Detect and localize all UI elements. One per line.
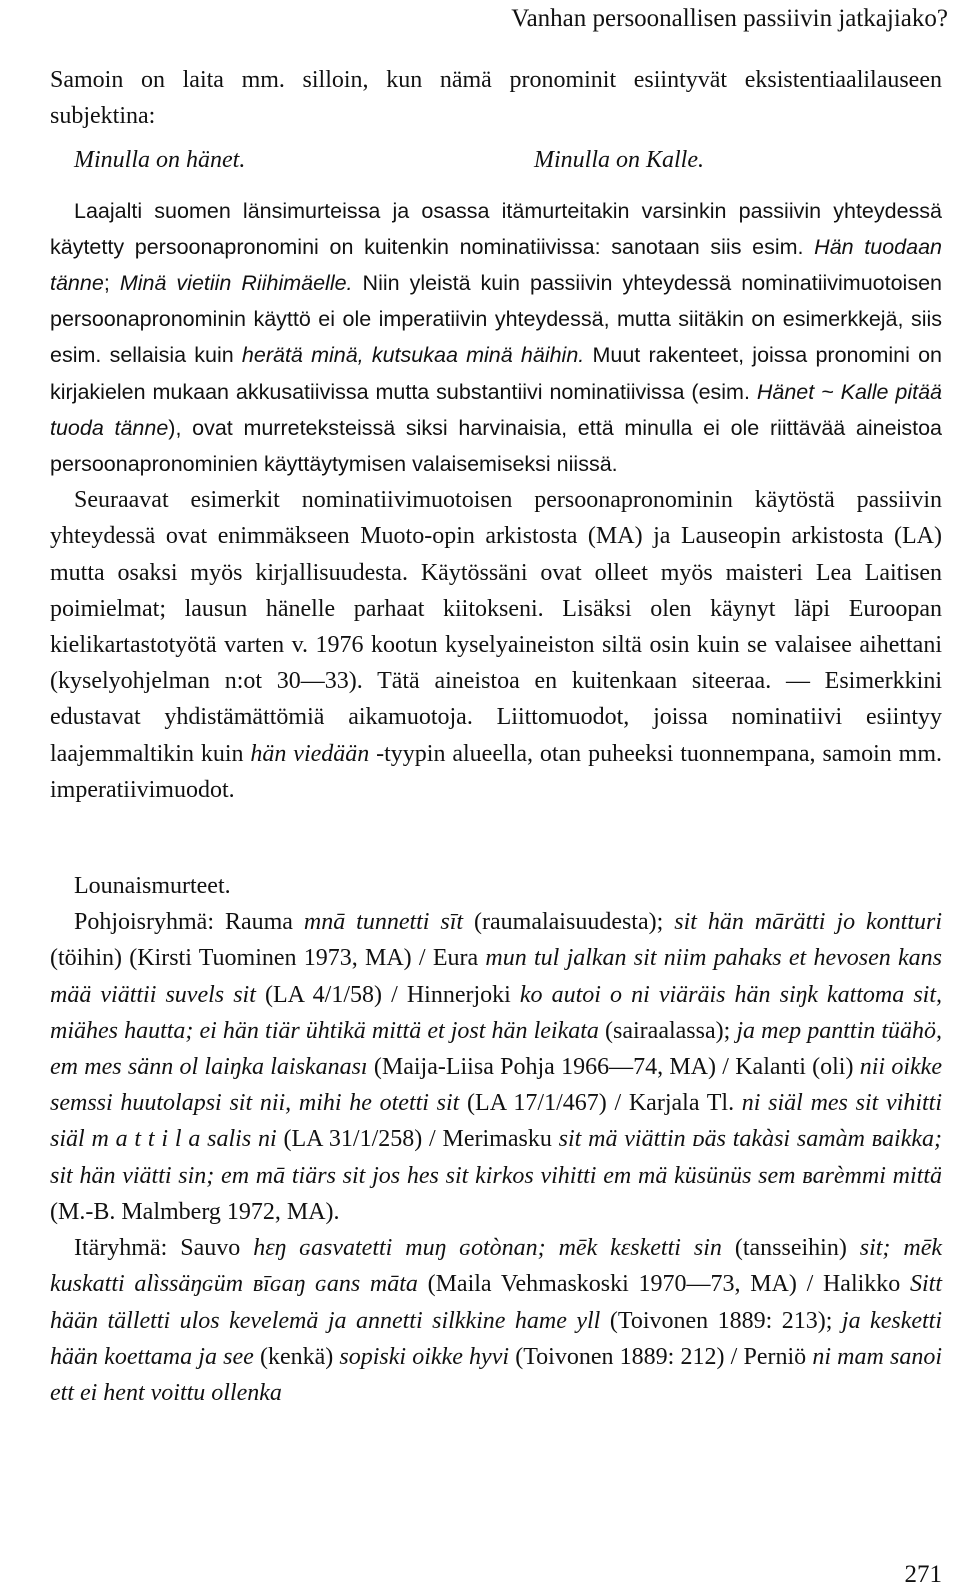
text-run: (kenkä) bbox=[253, 1343, 340, 1370]
text-run: Laajalti suomen länsimurteissa ja osassa itämurteitakin varsinkin passiivin yhteydessä käytetty persoonapronomini on kuitenkin nominatiivissa: sanotaan siis esim. bbox=[50, 198, 942, 259]
body-text bbox=[50, 62, 942, 1411]
text-run: (Toivonen 1889: 213); bbox=[600, 1307, 842, 1334]
text-run: (LA 31/1/258) / Merimasku bbox=[276, 1126, 559, 1153]
example-run: Minä vietiin Riihimäelle. bbox=[119, 271, 353, 296]
text-run: (Maija-Liisa Pohja 1966—74, MA) / Kalanti (oli) bbox=[367, 1054, 860, 1081]
example-run: sit hän mārätti jo kontturi bbox=[674, 909, 943, 936]
text-run: ; bbox=[103, 271, 120, 296]
text-run: (raumalaisuudesta); bbox=[463, 909, 675, 936]
text-run: (sairaalassa); bbox=[598, 1017, 737, 1044]
example-run: ni siäl mes sit vihitti siäl m a t t i l a salis ni bbox=[50, 1090, 942, 1153]
text-run: (töihin) (Kirsti Tuominen 1973, MA) / Eura bbox=[50, 945, 486, 972]
text-run: Pohjoisryhmä: Rauma bbox=[74, 909, 304, 936]
text-run: (LA 17/1/467) / Karjala Tl. bbox=[459, 1090, 742, 1117]
paragraph-nominative-usage bbox=[50, 193, 942, 483]
example-run: hän viedään bbox=[250, 740, 370, 767]
example-run: mnā tunnetti sīt bbox=[303, 909, 464, 936]
example-run: hεŋ ɢasvatetti muŋ ɢotònan; mēk kεsketti sin bbox=[253, 1235, 722, 1262]
text-run: (Maila Vehmaskoski 1970—73, MA) / Halikko bbox=[417, 1271, 910, 1298]
text-run: (LA 4/1/58) / Hinnerjoki bbox=[255, 981, 520, 1008]
example-run: sopiski oikke hyvi bbox=[339, 1343, 510, 1370]
text-run: Muut rakenteet, joissa pronomini on kirjakielen mukaan akkusatiivissa mutta substantiivi nominatiivissa (esim. bbox=[50, 343, 942, 404]
example-run: ko autoi o ni viäräis hän siŋk kattoma sit, miähes hautta; ei hän tiär ühtikä mittä et jost hän leikata bbox=[50, 981, 942, 1044]
example-run: ja mep panttin tüähö, em mes sänn ol laiŋka laiskanası bbox=[50, 1017, 943, 1081]
text-run: Seuraavat esimerkit nominatiivimuotoisen persoonapronominin käytöstä passiivin yhteydessä ovat enimmäkseen Muoto-opin arkistosta (MA) ja Lauseopin arkistosta (LA) mutta osaksi myös kirjallisuudesta. Käytössäni ovat olleet myös maisteri Lea Laitisen poimielmat; lausun hänelle parhaat kiitokseni. Lisäksi olen käynyt läpi Euroopan kielikartastotyötä varten v. 1976 kootun kyselyaineiston siltä osin kuin se valaisee aihettani (kyselyohjelman n:ot 30—33). Tätä aineistoa en kuitenkaan siteeraa. — Esimerkkini edustavat yhdistämättömiä aikamuotoja. Liittomuodot, joissa nominatiivi esiintyy laajemmaltikin kuin bbox=[50, 487, 942, 767]
example-run: sit; mēk kuskatti alìssäŋɢüm ʙīɢaŋ ɢans māta bbox=[50, 1235, 942, 1298]
paragraph-sources bbox=[50, 482, 942, 808]
example-run: nii oikke semssi huutolapsi sit nii, mihi he otetti sit bbox=[50, 1054, 942, 1117]
example-run: herätä minä, kutsukaa minä häihin. bbox=[241, 343, 585, 368]
text-run: (M.-B. Malmberg 1972, MA). bbox=[50, 1198, 340, 1225]
paragraph-intro: Samoin on laita mm. silloin, kun nämä pronominit esiintyvät eksistentiaalilauseen subjektina: bbox=[50, 67, 942, 130]
example-run: sit mä viättin ᴅäs takàsi samàm ʙaikka; sit hän viätti sin; em mā tiärs sit jos hes sit kirkos vihitti em mä küsünüs sem ʙarèmmi mittä bbox=[50, 1126, 942, 1189]
example-run: Hän tuodaan tänne bbox=[50, 234, 942, 296]
section-gap bbox=[50, 808, 942, 868]
text-run: (tansseihin) bbox=[721, 1235, 860, 1262]
example-sentences bbox=[74, 142, 942, 178]
page-number: 271 bbox=[904, 1561, 942, 1588]
text-run: (Toivonen 1889: 212) / Perniö bbox=[509, 1343, 813, 1370]
paragraph-northern-group bbox=[50, 904, 942, 1230]
example-run: ja kesketti hään koettama ja see bbox=[50, 1307, 943, 1370]
running-head: Vanhan persoonallisen passiivin jatkajiako? bbox=[511, 5, 948, 32]
example-run: ni mam sanoi ett ei hent voittu ollenka bbox=[50, 1343, 943, 1406]
text-run: ), ovat murreteksteissä siksi harvinaisia, että minulla ei ole riittävää aineistoa persoonapronominien käyttäytymisen valaisemiseksi niissä. bbox=[50, 415, 942, 477]
text-run: -tyypin alueella, otan puheeksi tuonnempana, samoin mm. imperatiivimuodot. bbox=[50, 740, 942, 803]
example-run: mun tul jalkan sit niim pahaks et hevosen kans mää viättii suvels sit bbox=[50, 945, 942, 1008]
paragraph-eastern-group bbox=[50, 1230, 942, 1411]
example-run: Sitt hään tälletti ulos kevelemä ja annetti silkkine hame yll bbox=[50, 1271, 942, 1334]
example-right: Minulla on Kalle. bbox=[534, 147, 704, 174]
example-left: Minulla on hänet. bbox=[74, 147, 246, 174]
text-run: Itäryhmä: Sauvo bbox=[74, 1235, 254, 1262]
text-run: Niin yleistä kuin passiivin yhteydessä nominatiivimuotoisen persoonapronominin käyttö ei ole imperatiivin yhteydessä, mutta siitäkin on esimerkkejä, siis esim. sellaisia kuin bbox=[50, 271, 942, 368]
example-run: Hänet ~ Kalle pitää tuoda tänne bbox=[50, 379, 942, 440]
section-heading: Lounaismurteet. bbox=[74, 873, 231, 900]
